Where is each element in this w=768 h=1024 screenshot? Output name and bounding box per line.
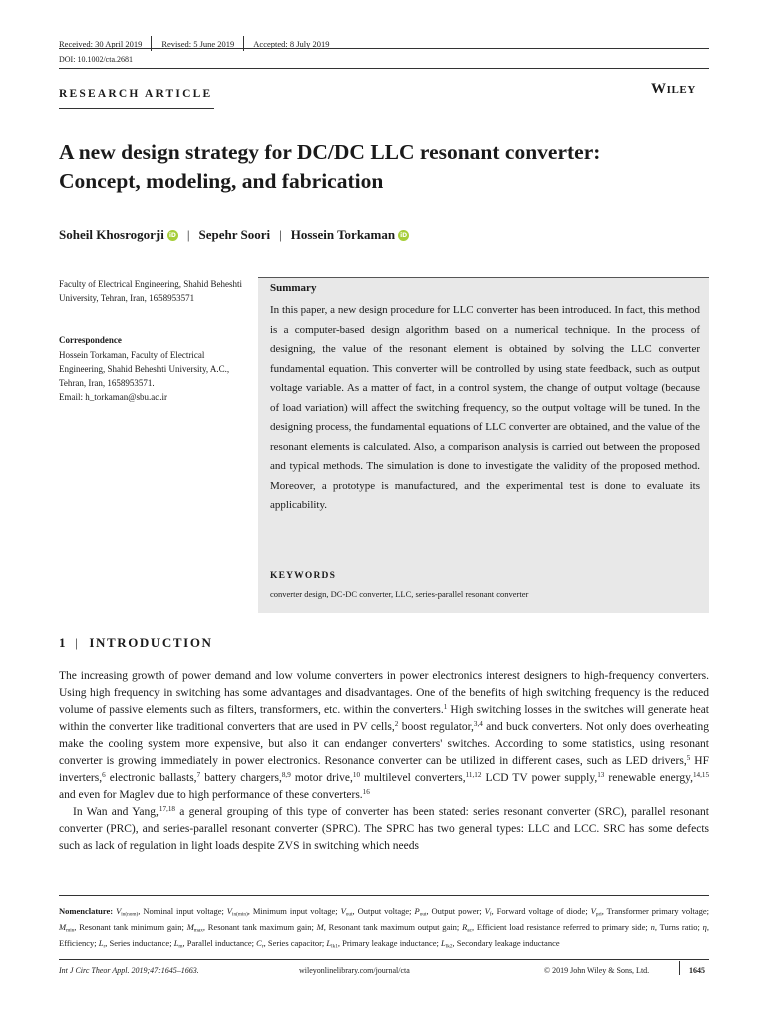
paper-title <box>59 138 719 196</box>
summary-heading: Summary <box>270 282 317 294</box>
summary-text: In this paper, a new design procedure for LLC converter has been introduced. In fact, this method is a computer-based design algorithm based on a numerical technique. In the process of designing, the value of the resonant element is obtained by solving the LLC converter fundamental equation. This converter will be controlled by using state feedback, such as output voltage variable. As a matter of fact, in a control system, the change of output voltage (because of load variation) will affect the switching frequency, so the output voltage will be tuned. In the designing process, the fundamental equations of LLC converter are obtained, and the value of the resonant elements is calculated. Also, a comparison analysis is carried out between the proposed and typical methods. The simulation is done to investigate the validity of the proposed method. Moreover, a prototype is manufactured, and the experimental test is done to evaluate its applicability. <box>270 304 700 511</box>
citation[interactable]: 16 <box>362 788 370 797</box>
section-separator: | <box>75 635 80 650</box>
article-type: RESEARCH ARTICLE <box>59 88 213 100</box>
citation[interactable]: 10 <box>352 771 361 780</box>
citation[interactable]: 17,18 <box>158 805 175 814</box>
orcid-icon[interactable]: iD <box>400 231 408 239</box>
footer-divider <box>679 961 680 975</box>
copyright: © 2019 John Wiley & Sons, Ltd. <box>544 966 650 975</box>
author-list <box>59 227 409 243</box>
title-line-1: A new design strategy for DC/DC LLC resonant converter: <box>59 140 601 164</box>
title-line-2: Concept, modeling, and fabrication <box>59 169 384 193</box>
citation[interactable]: 6 <box>102 771 106 780</box>
author-name[interactable]: Hossein Torkaman <box>290 227 396 242</box>
received-date: Received: 30 April 2019 <box>59 38 143 49</box>
summary-top-rule <box>258 277 709 278</box>
keywords-text: converter design, DC-DC converter, LLC, series-parallel resonant converter <box>270 589 529 599</box>
nomenclature: Nomenclature: $V_{in(nom)}$, Nominal input voltage; $V_{in(min)}$, Minimum input voltage; $V_{out}$, Output voltage; $P_{out}$, Output power; $V_f$, Forward voltage of diode; $V_{pri}$, Transformer primary voltage; $M_{min}$, Resonant tank minimum gain; $M_{max}$, Resonant tank maximum gain; M, Resonant tank maximum output gain; $R_{ac}$, Efficient load resistance referred to primary side; n, Turns ratio; η, Efficiency; $L_r$, Series inductance; $L_m$, Parallel inductance; $C_r$, Series capacitor; $L_{lk1}$, Primary leakage inductance; $L_{lk2}$, Secondary leakage inductance <box>59 906 709 950</box>
author-name[interactable]: Soheil Khosrogorji <box>59 227 164 242</box>
correspondence <box>59 348 244 404</box>
section-heading <box>59 635 213 651</box>
article-type-rule <box>59 108 214 109</box>
paragraph: The increasing growth of power demand and low volume converters in power electronics interest designers to high-frequency converters. Using high frequency in switching has some advantages and disadvantages. One of the benefits of high switching frequency is the reduced volume of passive elements such as filters, transformers, etc. within the converters.$^1$ High switching losses in the switches will generate heat within the converter like traditional converters that are used in PV cells,$^2$ boost regulator,$^{3,4}$ and buck converters. Not only does overheating make the cooling system more expensive, but also it can endanger converters' switches. According to some statistics, using resonant converter is growing immediately in power electronics. Resonance converter can be utilized in different cases, such as LED drivers,$^5$ HF inverters,$^6$ electronic ballasts,$^7$ battery chargers,$^{8,9}$ motor drive,$^{10}$ multilevel converters,$^{11,12}$ LCD TV power supply,$^{13}$ renewable energy,$^{14,15}$ and even for Maglev due to high performance of these converters.$^{16}$ <box>59 670 710 801</box>
correspondence-email[interactable]: Email: h_torkaman@sbu.ac.ir <box>59 392 168 402</box>
citation[interactable]: 2 <box>394 720 399 729</box>
accepted-date: Accepted: 8 July 2019 <box>253 38 330 49</box>
page-number: 1645 <box>689 966 705 975</box>
author-separator: | <box>279 227 282 242</box>
nomenclature-rule <box>59 895 709 896</box>
journal-citation: Int J Circ Theor Appl. 2019;47:1645–1663. <box>59 966 199 975</box>
citation[interactable]: 5 <box>686 754 691 763</box>
header-rule <box>59 48 709 49</box>
keywords-heading: KEYWORDS <box>270 571 337 581</box>
doi[interactable]: DOI: 10.1002/cta.2681 <box>59 55 133 64</box>
citation[interactable]: 13 <box>597 771 605 780</box>
section-number: 1 <box>59 635 68 650</box>
introduction-body <box>59 668 709 855</box>
citation[interactable]: 11,12 <box>465 771 482 780</box>
citation[interactable]: 3,4 <box>473 720 483 729</box>
correspondence-text: Hossein Torkaman, Faculty of Electrical Engineering, Shahid Beheshti University, A.C., Tehran, Iran, 1658953571. <box>59 350 230 388</box>
orcid-icon[interactable]: iD <box>168 231 176 239</box>
footer-rule <box>59 959 709 960</box>
author-separator: | <box>186 227 190 242</box>
citation[interactable]: 7 <box>196 771 201 780</box>
correspondence-heading: Correspondence <box>59 335 122 345</box>
section-title: INTRODUCTION <box>89 635 213 650</box>
publisher-logo: Wiley <box>651 81 696 97</box>
citation[interactable]: 8,9 <box>281 771 291 780</box>
author-name[interactable]: Sepehr Soori <box>198 227 271 242</box>
citation[interactable]: 1 <box>443 703 448 712</box>
header-rule <box>59 68 709 69</box>
revised-date: Revised: 5 June 2019 <box>161 38 235 49</box>
citation[interactable]: 14,15 <box>692 771 710 780</box>
paragraph: In Wan and Yang,$^{17,18}$ a general grouping of this type of converter has been stated: series resonant converter (SRC), parallel resonant converter (PRC), and series-parallel resonant converter (SPRC). The SPRC has two general types: LLC and LCC. SRC has some defects such as lack of regulation in light loads despite ZVS in switching which needs <box>59 805 709 852</box>
journal-url[interactable]: wileyonlinelibrary.com/journal/cta <box>299 966 410 975</box>
nomenclature-label: Nomenclature: <box>59 906 114 916</box>
affiliation: Faculty of Electrical Engineering, Shahid Beheshti University, Tehran, Iran, 1658953571 <box>59 279 242 303</box>
